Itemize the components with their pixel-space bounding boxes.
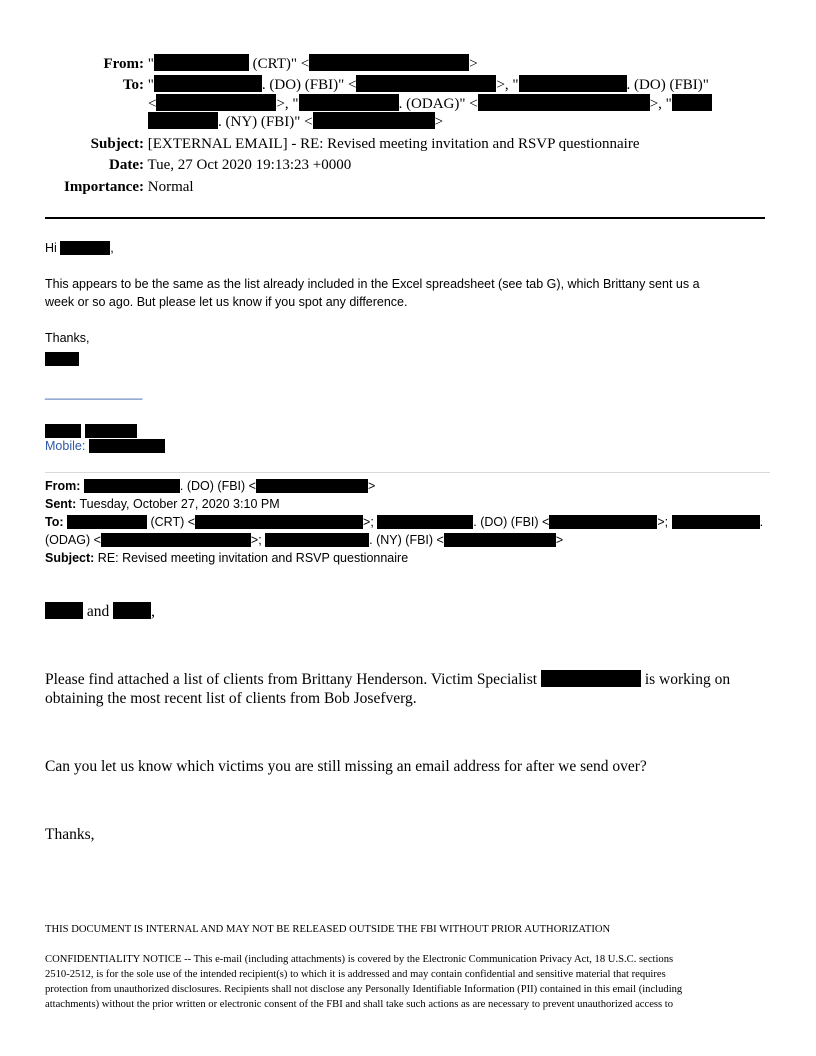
quoted-to-row-1: To: (CRT) < >; . (DO) (FBI) < >; . [45,515,764,529]
header-subject-row [40,135,639,154]
quote-divider [45,472,770,473]
quoted-paragraph-2: Can you let us know which victims you are still missing an email address for after we send over? [45,758,647,775]
confidentiality-line-4: attachments) without the prior written or electronic consent of the FBI and shall take such actions as are necessary to prevent unauthorized access to [45,999,674,1010]
redaction [60,241,110,255]
redaction [309,54,469,71]
header-date-row [40,156,351,175]
redaction [377,515,473,529]
redaction [313,112,435,129]
quoted-paragraph-1-line-1: Please find attached a list of clients from Brittany Henderson. Victim Specialist is working on [45,671,731,688]
importance-label: Importance: [64,179,144,195]
redaction [256,479,368,493]
from-label: From: [103,56,144,72]
signature-name-redaction [45,350,79,368]
redaction [195,515,363,529]
confidentiality-line-2: 2510-2512, is for the sole use of the intended recipient(s) to which it is addressed and may contain confidential and sensitive material that requires [45,969,666,980]
quoted-to-row-2: (ODAG) < >; . (NY) (FBI) < > [45,533,564,547]
reply-greeting: Hi , [45,241,114,255]
from-value: " (CRT)" < > [147,56,478,72]
redaction [444,533,556,547]
reply-thanks: Thanks, [45,331,90,345]
subject-value: [EXTERNAL EMAIL] - RE: Revised meeting invitation and RSVP questionnaire [147,136,640,152]
date-label: Date: [109,157,144,173]
reply-paragraph-line-2: week or so ago. But please let us know if you spot any difference. [45,295,408,309]
redaction [265,533,369,547]
redaction [356,75,496,92]
header-from-row [40,54,478,74]
confidentiality-line-1: CONFIDENTIALITY NOTICE -- This e-mail (including attachments) is covered by the Electronic Communication Privacy Act, 18 U.S.C. sections [45,954,674,965]
quoted-from-row: From: . (DO) (FBI) < > [45,479,376,493]
quoted-subject-row: Subject: RE: Revised meeting invitation and RSVP questionnaire [45,551,409,565]
subject-label: Subject: [90,136,144,152]
internal-notice: THIS DOCUMENT IS INTERNAL AND MAY NOT BE RELEASED OUTSIDE THE FBI WITHOUT PRIOR AUTHORIZATION [45,924,611,935]
signature-mobile: Mobile: [45,438,165,455]
redaction [154,54,249,71]
redaction [101,533,251,547]
quoted-paragraph-1-line-2: obtaining the most recent list of clients from Bob Josefverg. [45,690,417,707]
redaction [549,515,657,529]
importance-value: Normal [147,179,194,195]
redaction [478,94,650,111]
redaction [45,602,83,619]
confidentiality-line-3: protection from unauthorized disclosures. Recipients shall not disclose any Personally Identifiable Information (PII) contained in this email (including [45,984,683,995]
to-label: To: [122,77,144,93]
redaction [672,515,760,529]
header-importance-row [40,178,194,197]
header-to-row-3: . (NY) (FBI)" < > [148,112,443,132]
redaction [89,439,165,453]
redaction [156,94,276,111]
quoted-salutation: and , [45,602,155,622]
redaction [672,94,712,111]
redaction [148,112,218,129]
signature-link[interactable]: ______________ [45,386,143,400]
redaction [113,602,151,619]
reply-paragraph-line-1: This appears to be the same as the list already included in the Excel spreadsheet (see tab G), which Brittany sent us a [45,277,700,291]
header-divider [45,217,765,219]
redaction [84,479,180,493]
redaction [67,515,147,529]
quoted-sent-row: Sent: Tuesday, October 27, 2020 3:10 PM [45,497,280,511]
redaction [519,75,627,92]
redaction [299,94,399,111]
quoted-thanks: Thanks, [45,826,95,843]
header-to-row-1: To: " . (DO) (FBI)" < >, " . (DO) (FBI)" [40,75,709,95]
date-value: Tue, 27 Oct 2020 19:13:23 +0000 [147,157,352,173]
redaction [541,670,641,687]
redaction [154,75,262,92]
header-to-row-2: < >, " . (ODAG)" < >, " [148,94,712,114]
